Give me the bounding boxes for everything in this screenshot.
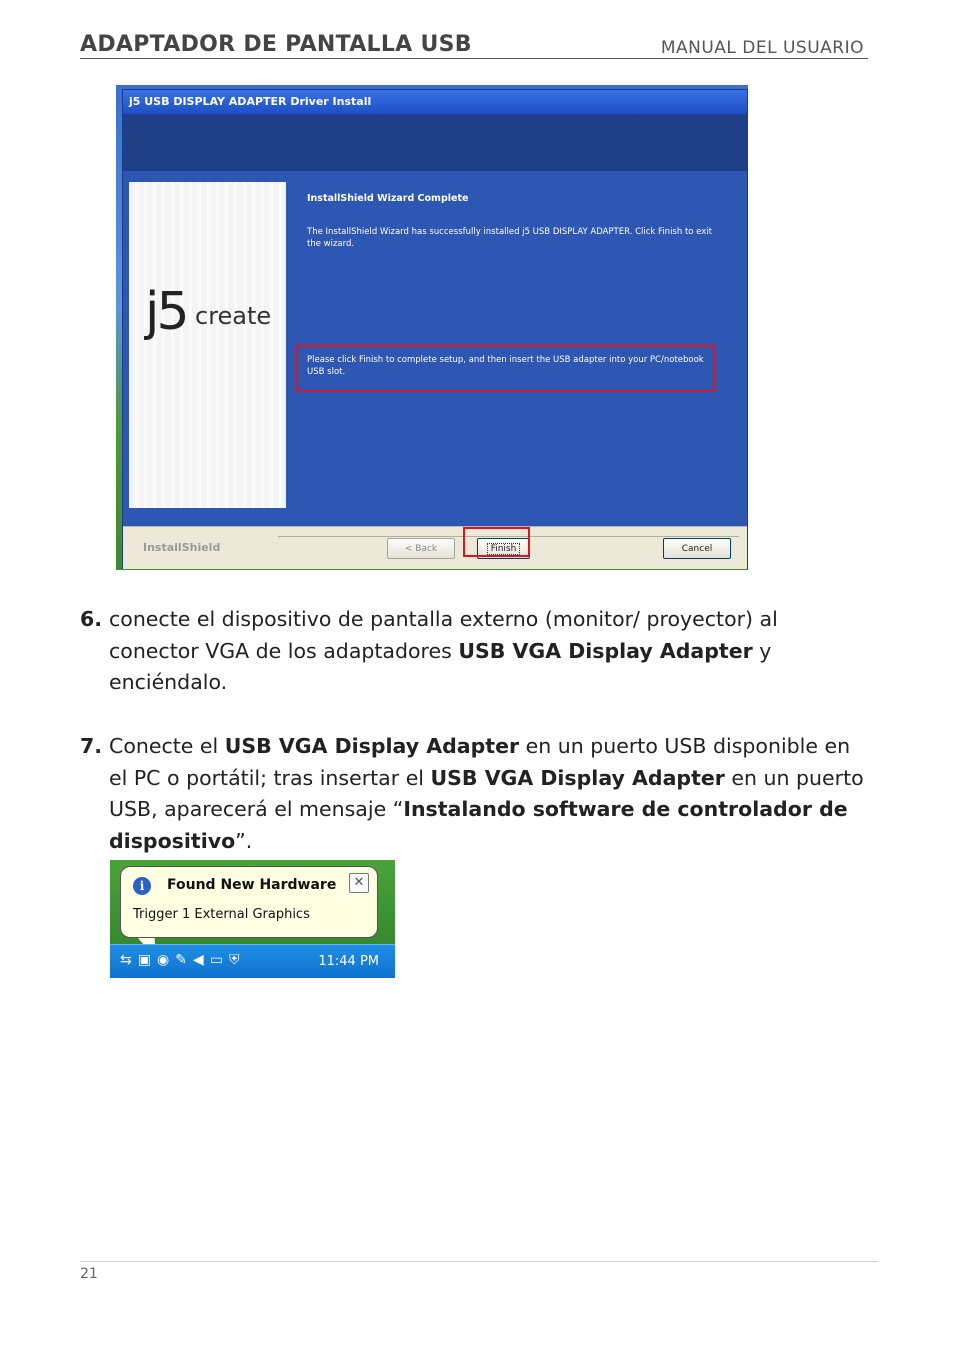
text-run: Conecte el [109,734,225,758]
text-run: y enciéndalo. [109,638,772,694]
create-logo-text: create [195,302,272,330]
document-title: ADAPTADOR DE PANTALLA USB [80,32,472,57]
dialog-banner [123,114,747,171]
installshield-brand: InstallShield [143,541,221,554]
wizard-heading: InstallShield Wizard Complete [307,193,469,204]
step-text [109,604,869,699]
back-button[interactable]: < Back [387,538,455,559]
step-number: 7. [80,734,103,758]
notification-screenshot [110,860,395,978]
wizard-success-text: The InstallShield Wizard has successfully installed j5 USB DISPLAY ADAPTER. Click Finish to exit the wizard. [307,227,712,249]
text-run: en un puerto USB disponible en el PC o portátil; tras insertar el [109,734,851,790]
footer-rule [80,1261,878,1262]
bold-run: USB VGA Display Adapter [224,734,520,758]
text-run: conecte el dispositivo de pantalla externo (monitor/ proyector) al conector VGA de los adaptadores [109,607,778,663]
balloon-title: Found New Hardware [167,877,337,893]
shield-icon[interactable]: ⛨ [228,952,246,968]
clock[interactable]: 11:44 PM [318,954,379,969]
display-icon[interactable]: ▭ [209,952,229,968]
cancel-button[interactable]: Cancel [663,538,731,559]
dialog-footer [123,526,747,569]
bold-run: USB VGA Display Adapter [430,765,725,790]
update-icon[interactable]: ✎ [175,952,193,968]
info-icon: i [133,877,151,895]
bold-run: Instalando software de controlador de dispositivo [109,797,848,853]
bold-run: USB VGA Display Adapter [458,638,753,663]
installer-dialog [122,89,748,569]
header-rule [80,58,868,59]
text-run: ”. [235,828,253,853]
step-text [109,731,869,857]
finish-label: Finish [487,543,521,555]
document-subtitle: MANUAL DEL USUARIO [660,38,864,58]
settings-icon[interactable]: ◉ [156,952,176,968]
close-icon[interactable]: ✕ [349,873,369,893]
j5-logo: j5 [145,282,187,342]
usb-icon[interactable]: ⇆ [120,952,138,968]
notification-balloon[interactable] [120,866,378,938]
tray-icons [120,952,245,968]
dialog-body [123,171,747,526]
speaker-icon[interactable]: ◀ [192,952,210,968]
page-number: 21 [80,1266,98,1282]
finish-highlight-box [463,527,530,557]
logo-panel [129,182,286,508]
installer-screenshot [116,85,748,570]
taskbar [110,944,395,978]
dialog-title-bar[interactable]: j5 USB DISPLAY ADAPTER Driver Install [123,90,747,114]
step-number: 6. [80,607,103,631]
balloon-message: Trigger 1 External Graphics [133,907,310,922]
network-icon[interactable]: ▣ [137,952,157,968]
wizard-instruction-text: Please click Finish to complete setup, and then insert the USB adapter into your PC/notebook USB slot. [307,355,704,377]
text-run: en un puerto USB, aparecerá el mensaje “ [109,765,864,821]
